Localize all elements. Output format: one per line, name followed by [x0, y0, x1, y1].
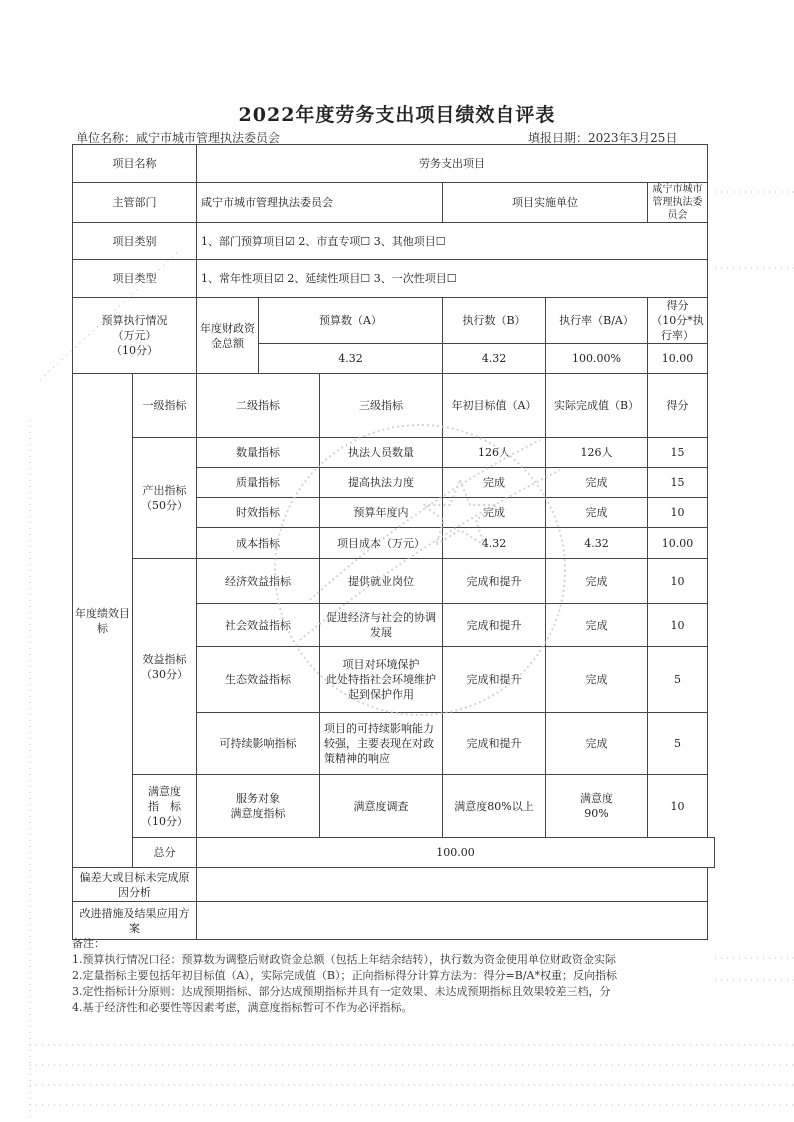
group-benefit: 效益指标 （30分）: [133, 559, 197, 775]
notes-heading: 备注：: [72, 937, 105, 950]
note-line: 1.预算执行情况口径：预算数为调整后财政资金总额（包括上年结余结转），执行数为资金使用单位财政资金实际: [72, 953, 616, 966]
level3-cell: 项目成本（万元）: [320, 528, 443, 559]
type-value: 1、常年性项目☑ 2、延续性项目☐ 3、一次性项目☐: [197, 260, 708, 298]
budget-value-score: 10.00: [648, 344, 708, 374]
level3-cell: 提高执法力度: [320, 468, 443, 498]
actual-cell: 完成: [546, 468, 648, 498]
dept-value: 咸宁市城市管理执法委员会: [197, 183, 443, 223]
budget-header-a: 预算数（A）: [259, 298, 443, 344]
level2-cell: 经济效益指标: [197, 559, 320, 604]
level2-cell: 时效指标: [197, 498, 320, 528]
note-line: 3.定性指标计分原则：达成预期指标、部分达成预期指标并具有一定效果、未达成预期指标且效果较差三档，分: [72, 985, 611, 998]
annual-goal-label: 年度绩效目标: [73, 374, 133, 868]
target-cell: 满意度80%以上: [443, 775, 546, 838]
score-cell: 10: [648, 604, 708, 647]
header-target: 年初目标值（A）: [443, 374, 546, 438]
target-cell: 4.32: [443, 528, 546, 559]
target-cell: 126人: [443, 438, 546, 468]
level3-cell: 执法人员数量: [320, 438, 443, 468]
target-cell: 完成: [443, 498, 546, 528]
budget-value-b: 4.32: [443, 344, 546, 374]
total-value: 100.00: [197, 838, 715, 868]
header-level3: 三级指标: [320, 374, 443, 438]
project-name-value: 劳务支出项目: [197, 145, 708, 183]
total-label: 总分: [133, 838, 197, 868]
improve-value: [197, 902, 708, 940]
budget-header-b: 执行数（B）: [443, 298, 546, 344]
dept-label: 主管部门: [73, 183, 197, 223]
target-cell: 完成和提升: [443, 713, 546, 775]
actual-cell: 满意度 90%: [546, 775, 648, 838]
level3-cell: 提供就业岗位: [320, 559, 443, 604]
header-score: 得分: [648, 374, 708, 438]
level2-cell: 成本指标: [197, 528, 320, 559]
target-cell: 完成和提升: [443, 604, 546, 647]
actual-cell: 完成: [546, 713, 648, 775]
actual-cell: 4.32: [546, 528, 648, 559]
budget-header-rate: 执行率（B/A）: [546, 298, 648, 344]
impl-value: 咸宁市城市管理执法委员会: [648, 183, 708, 223]
budget-label: 预算执行情况 （万元） （10分）: [73, 298, 197, 374]
group-satisfaction: 满意度 指 标 （10分）: [133, 775, 197, 838]
impl-label: 项目实施单位: [443, 183, 648, 223]
level3-cell: 预算年度内: [320, 498, 443, 528]
note-line: 2.定量指标主要包括年初目标值（A），实际完成值（B）；正向指标得分计算方法为：得分=B/A*权重；反向指标: [72, 969, 617, 982]
target-cell: 完成和提升: [443, 647, 546, 713]
deviation-label: 偏差大或目标未完成原因分析: [73, 868, 197, 902]
score-cell: 10.00: [648, 528, 708, 559]
level2-cell: 生态效益指标: [197, 647, 320, 713]
project-name-label: 项目名称: [73, 145, 197, 183]
header-level1: 一级指标: [133, 374, 197, 438]
target-cell: 完成和提升: [443, 559, 546, 604]
score-cell: 10: [648, 559, 708, 604]
score-cell: 10: [648, 775, 708, 838]
category-label: 项目类别: [73, 223, 197, 260]
score-cell: 5: [648, 647, 708, 713]
note-line: 4.基于经济性和必要性等因素考虑，满意度指标暂可不作为必评指标。: [72, 1001, 413, 1014]
level3-cell: 满意度调查: [320, 775, 443, 838]
actual-cell: 126人: [546, 438, 648, 468]
score-cell: 10: [648, 498, 708, 528]
target-cell: 完成: [443, 468, 546, 498]
improve-label: 改进措施及结果应用方案: [73, 902, 197, 940]
score-cell: 15: [648, 438, 708, 468]
score-cell: 15: [648, 468, 708, 498]
unit-name: 单位名称：咸宁市城市管理执法委员会: [76, 131, 281, 145]
table-row: [73, 775, 715, 838]
level2-cell: 数量指标: [197, 438, 320, 468]
level2-cell: 服务对象 满意度指标: [197, 775, 320, 838]
type-label: 项目类型: [73, 260, 197, 298]
actual-cell: 完成: [546, 604, 648, 647]
actual-cell: 完成: [546, 647, 648, 713]
header-actual: 实际完成值（B）: [546, 374, 648, 438]
budget-value-rate: 100.00%: [546, 344, 648, 374]
table-row: [73, 438, 715, 468]
level2-cell: 可持续影响指标: [197, 713, 320, 775]
actual-cell: 完成: [546, 498, 648, 528]
actual-cell: 完成: [546, 559, 648, 604]
group-output: 产出指标 （50分）: [133, 438, 197, 559]
header-level2: 二级指标: [197, 374, 320, 438]
table-row: [73, 559, 715, 604]
notes: [72, 936, 772, 1016]
level3-cell: 项目的可持续影响能力较强，主要表现在对政策精神的响应: [320, 713, 443, 775]
report-date: 填报日期：2023年3月25日: [528, 131, 678, 145]
performance-table: [72, 144, 715, 940]
budget-header-score: 得分 （10分*执行率）: [648, 298, 708, 344]
deviation-value: [197, 868, 708, 902]
page-title: 2022年度劳务支出项目绩效自评表: [238, 104, 556, 126]
level2-cell: 社会效益指标: [197, 604, 320, 647]
budget-value-a: 4.32: [259, 344, 443, 374]
level2-cell: 质量指标: [197, 468, 320, 498]
score-cell: 5: [648, 713, 708, 775]
level3-cell: 项目对环境保护 此处特指社会环境维护起到保护作用: [320, 647, 443, 713]
budget-fund-label: 年度财政资金总额: [197, 298, 259, 374]
category-value: 1、部门预算项目☑ 2、市直专项☐ 3、其他项目☐: [197, 223, 708, 260]
level3-cell: 促进经济与社会的协调发展: [320, 604, 443, 647]
